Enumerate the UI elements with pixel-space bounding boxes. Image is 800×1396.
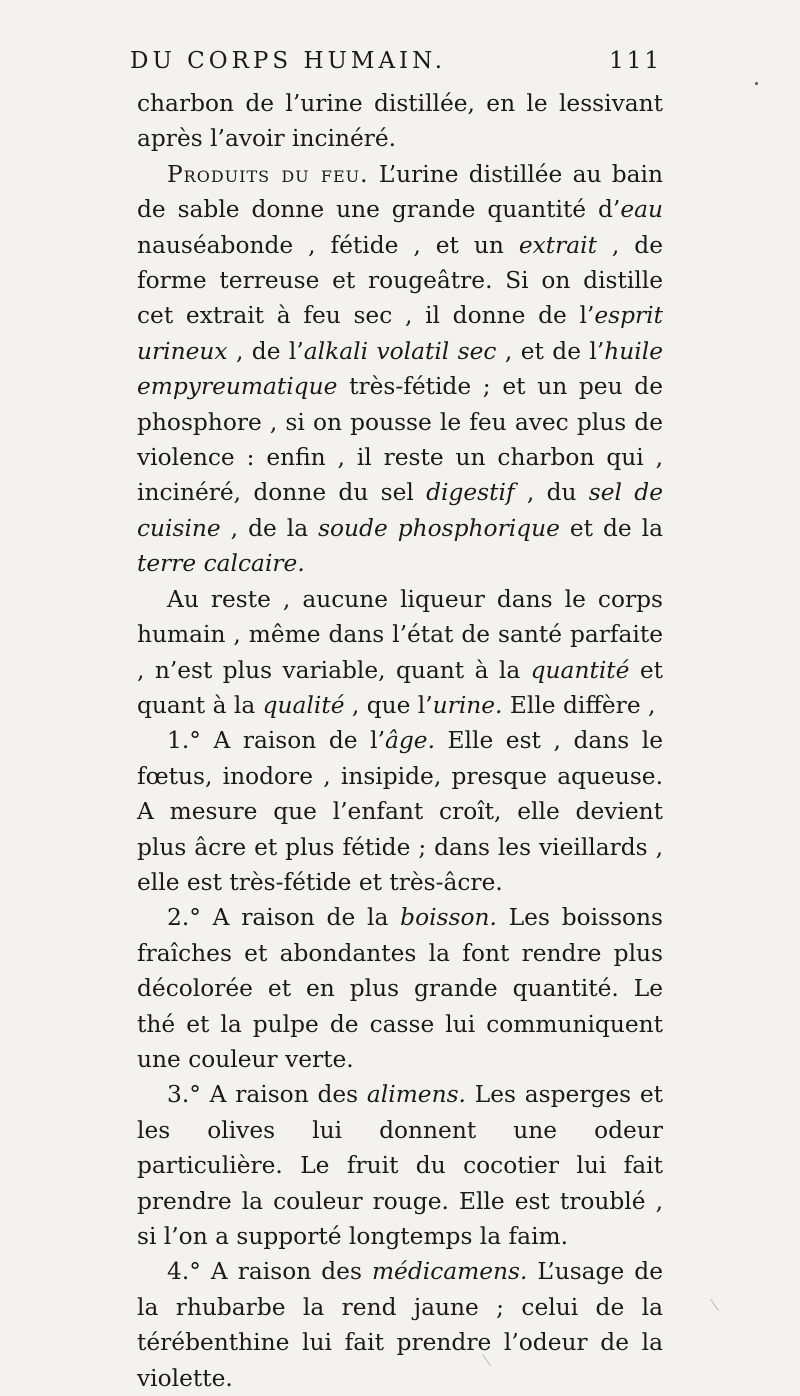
page-header [130, 48, 662, 84]
paragraph [137, 1077, 663, 1254]
text-run: , et de l’ [496, 337, 605, 365]
paragraph [137, 1254, 663, 1396]
text-run: 4.° A raison des [167, 1258, 372, 1286]
text-run: , de la [220, 514, 319, 542]
running-title: DU CORPS HUMAIN. [130, 48, 447, 74]
paper-mark [710, 1299, 719, 1311]
italic-term: extrait [518, 231, 597, 259]
text-run: et de la [559, 514, 663, 542]
text-run: 1.° A raison de l’ [167, 727, 385, 755]
italic-term: terre calcaire. [137, 550, 305, 578]
text-run: nauséabonde , fétide , et un [137, 231, 519, 259]
text-run: 3.° A raison des [167, 1081, 367, 1109]
paragraph [137, 723, 663, 900]
italic-term: esprit urineux [137, 302, 663, 365]
section-heading: Produits du feu. [167, 160, 369, 188]
text-run: et quant à la [137, 656, 663, 719]
text-run: Elle est , dans le fœtus, inodore , insipide, presque aqueuse. A mesure que l’enfant croît, elle devient plus âcre et plus fétide ; dans les vieillards , elle est très-fétide et très-âcre. [137, 727, 664, 896]
italic-term: quantité [530, 656, 630, 684]
text-run: Au reste , aucune liqueur dans le corps humain , même dans l’état de santé parfaite , n’est plus variable, quant à la [137, 585, 663, 684]
page-number: 111 [609, 48, 662, 74]
text-run: Les asperges et les olives lui donnent une odeur particulière. Le fruit du cocotier lui fait prendre la couleur rouge. Elle est troublé , si l’on a supporté longtemps la faim. [137, 1081, 663, 1250]
text-run: L’usage de la rhubarbe la rend jaune ; celui de la térébenthine lui fait prendre l’odeur de la violette. [137, 1258, 663, 1392]
italic-term: médicamens. [371, 1258, 528, 1286]
italic-term: eau [620, 196, 663, 224]
text-run: Les boissons fraîches et abondantes la font rendre plus décolorée et en plus grande quantité. Le thé et la pulpe de casse lui communiquent une couleur verte. [137, 904, 664, 1073]
paragraph [137, 900, 663, 1077]
paragraph [137, 157, 663, 582]
text-run: , de forme terreuse et rougeâtre. Si on distille cet extrait à feu sec , il donne de l’ [137, 231, 663, 330]
text-run: très-fétide ; et un peu de phosphore , si on pousse le feu avec plus de violence : enfin , il reste un charbon qui , incinéré, donne du sel [137, 373, 663, 507]
text-run: charbon de l’urine distillée, en le lessivant après l’avoir incinéré. [137, 90, 663, 153]
italic-term: urine. [432, 691, 503, 719]
paragraph [137, 582, 663, 724]
text-run: L’urine distillée au bain de sable donne une grande quantité d’ [137, 160, 663, 224]
text-run: , du [514, 479, 589, 507]
italic-term: qualité [262, 691, 345, 719]
paragraph [137, 86, 663, 157]
text-run: , que l’ [344, 691, 433, 719]
text-run: 2.° A raison de la [167, 904, 401, 932]
italic-term: digestif [426, 479, 515, 507]
text-run: Elle diffère , [502, 691, 656, 719]
italic-term: boisson. [400, 904, 497, 932]
ink-speck [755, 82, 758, 85]
italic-term: alimens. [366, 1081, 466, 1109]
italic-term: âge. [384, 727, 435, 755]
italic-term: huile empyreumatique [137, 337, 663, 401]
body-text [137, 86, 663, 1396]
italic-term: alkali volatil sec [303, 337, 497, 365]
text-run: , de l’ [227, 337, 304, 365]
italic-term: sel de cuisine [137, 479, 663, 542]
italic-term: soude phosphorique [318, 514, 560, 542]
